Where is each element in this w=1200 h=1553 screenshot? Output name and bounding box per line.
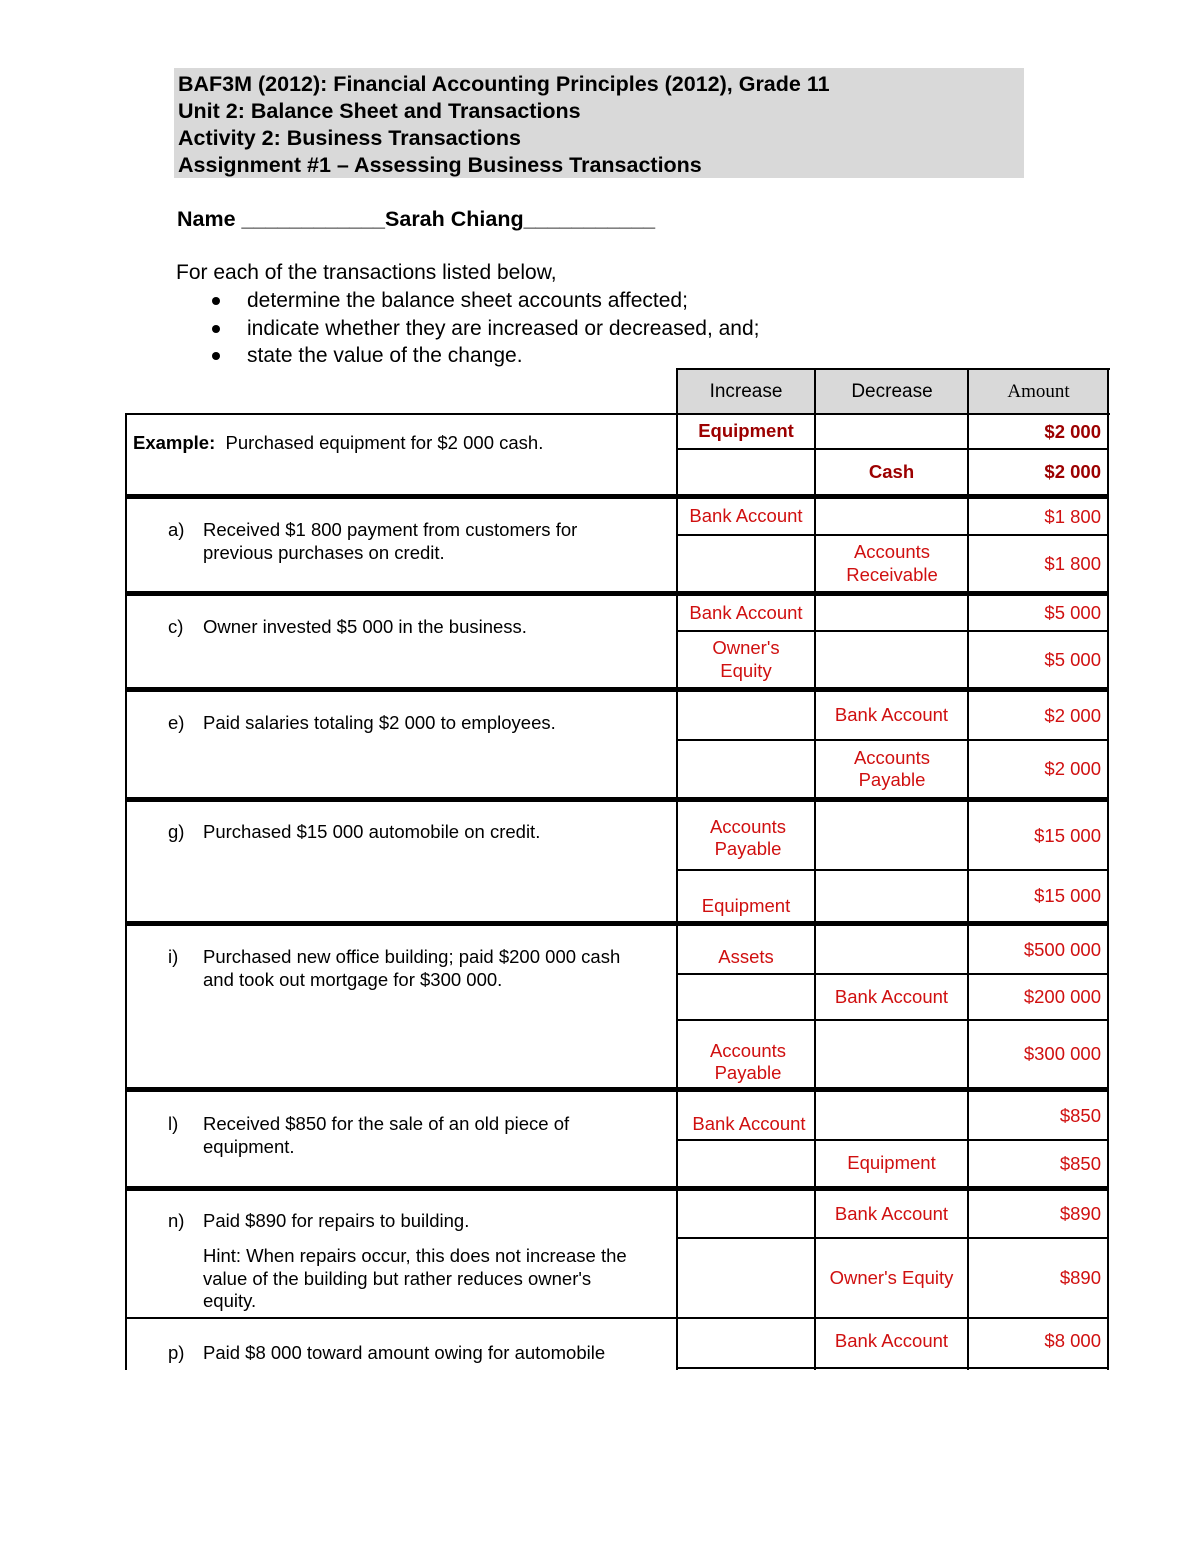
answer-amount: $890 <box>1059 1267 1101 1288</box>
student-name-line: Name ____________Sarah Chiang___________ <box>177 207 656 231</box>
answer-amount: $300 000 <box>1023 1043 1101 1064</box>
header-amount: Amount <box>969 369 1108 414</box>
activity-title: Activity 2: Business Transactions <box>178 126 521 150</box>
question-letter: e) <box>168 712 185 733</box>
answer-decrease: Accounts Receivable <box>846 541 938 585</box>
answer-amount: $890 <box>1059 1203 1101 1224</box>
example-amount-1: $2 000 <box>1044 420 1101 442</box>
instruction-bullet: state the value of the change. <box>210 342 759 370</box>
bullet-icon <box>212 325 220 333</box>
answer-decrease: Equipment <box>847 1152 936 1174</box>
answer-decrease: Bank Account <box>834 985 949 1007</box>
answer-decrease: Bank Account <box>834 1202 949 1224</box>
question-text: Purchased $15 000 automobile on credit. <box>203 821 541 842</box>
answer-amount: $2 000 <box>1044 704 1101 726</box>
answer-amount: $15 000 <box>1034 885 1101 906</box>
question-letter: c) <box>168 616 184 637</box>
answer-increase: Accounts Payable <box>709 815 787 859</box>
instructions-intro: For each of the transactions listed below, <box>176 261 557 284</box>
answer-increase: Bank Account <box>689 601 803 623</box>
instructions-list <box>210 287 759 370</box>
course-title: BAF3M (2012): Financial Accounting Principles (2012), Grade 11 <box>178 72 830 96</box>
bullet-icon <box>212 352 220 360</box>
question-text: Paid $8 000 toward amount owing for automobile <box>203 1342 606 1363</box>
answer-amount: $1 800 <box>1044 505 1101 527</box>
example-text: Purchased equipment for $2 000 cash. <box>225 432 544 453</box>
answer-amount: $850 <box>1059 1152 1101 1174</box>
answer-decrease: Bank Account <box>834 1329 949 1351</box>
example-row <box>133 432 543 455</box>
question-letter: g) <box>168 821 185 842</box>
answer-increase: Equipment <box>701 894 791 916</box>
answer-amount: $1 800 <box>1044 552 1101 574</box>
answer-amount: $2 000 <box>1044 758 1101 779</box>
answer-decrease: Owner's Equity <box>829 1266 954 1288</box>
question-text: Received $1 800 payment from customers for previous purchases on credit. <box>203 519 578 563</box>
answer-decrease: Bank Account <box>834 704 949 726</box>
answer-increase: Assets <box>718 945 774 967</box>
assignment-title: Assignment #1 – Assessing Business Transactions <box>178 153 702 177</box>
bullet-icon <box>212 297 220 305</box>
question-text: Owner invested $5 000 in the business. <box>203 616 527 637</box>
question-text: Received $850 for the sale of an old piece of equipment. <box>203 1113 570 1157</box>
question-letter: p) <box>168 1342 185 1363</box>
answer-amount: $15 000 <box>1034 824 1101 846</box>
answer-decrease: Accounts Payable <box>853 746 931 790</box>
answer-amount: $500 000 <box>1023 938 1101 960</box>
answer-increase: Bank Account <box>689 505 803 527</box>
answer-increase: Owner's Equity <box>712 637 780 681</box>
answer-amount: $5 000 <box>1044 602 1101 623</box>
question-letter: a) <box>168 519 185 540</box>
example-label: Example: <box>133 432 216 453</box>
question-letter: l) <box>168 1113 179 1134</box>
question-hint: Hint: When repairs occur, this does not increase the value of the building but rather reduces owner's equity. <box>203 1245 627 1311</box>
question-letter: n) <box>168 1210 185 1231</box>
question-text: Purchased new office building; paid $200 000 cash and took out mortgage for $300 000. <box>203 946 621 990</box>
question-text: Paid salaries totaling $2 000 to employees. <box>203 712 556 733</box>
answer-amount: $8 000 <box>1044 1330 1101 1351</box>
question-text: Paid $890 for repairs to building. <box>203 1210 470 1231</box>
example-increase-1: Equipment <box>698 420 794 442</box>
header-decrease: Decrease <box>816 369 968 414</box>
example-amount-2: $2 000 <box>1044 461 1101 482</box>
answer-amount: $850 <box>1059 1104 1101 1126</box>
answer-increase: Accounts Payable <box>709 1039 787 1083</box>
answer-amount: $200 000 <box>1023 986 1101 1007</box>
answer-amount: $5 000 <box>1044 648 1101 670</box>
instruction-bullet: indicate whether they are increased or decreased, and; <box>210 315 759 343</box>
answer-increase: Bank Account <box>692 1112 806 1134</box>
instruction-bullet: determine the balance sheet accounts affected; <box>210 287 759 315</box>
unit-title: Unit 2: Balance Sheet and Transactions <box>178 99 581 123</box>
question-letter: i) <box>168 946 179 967</box>
header-increase: Increase <box>677 369 815 414</box>
example-decrease-2: Cash <box>868 460 915 482</box>
